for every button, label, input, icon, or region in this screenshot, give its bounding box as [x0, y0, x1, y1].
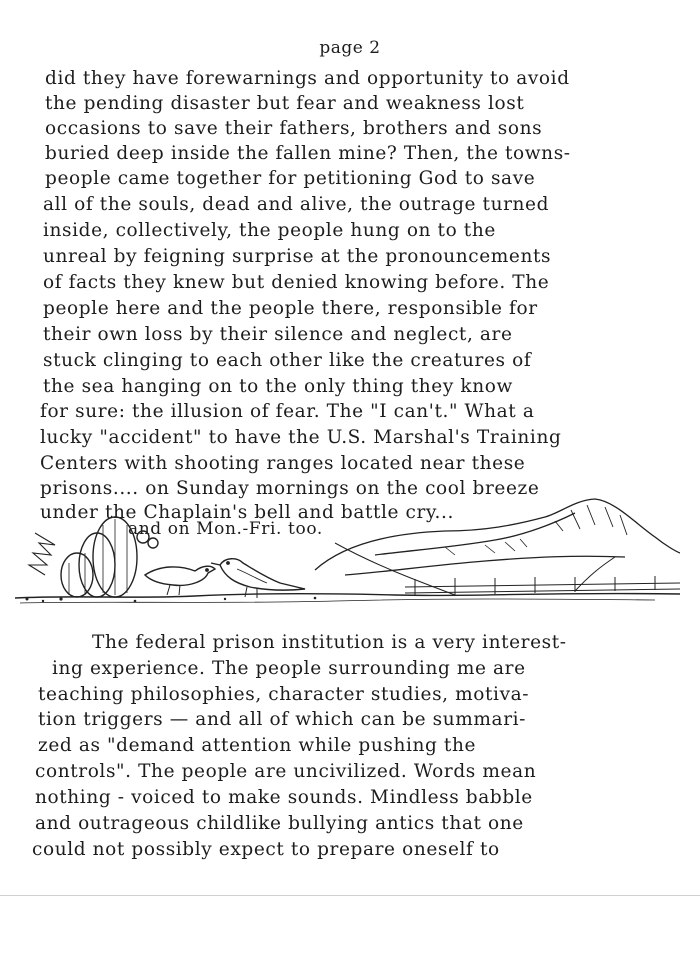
sun-burst	[29, 533, 55, 575]
text-line: their own loss by their silence and neglect, are	[43, 324, 513, 345]
text-line: controls". The people are uncivilized. Words mean	[35, 761, 537, 782]
text-line: could not possibly expect to prepare oneself to	[32, 839, 500, 860]
text-line: nothing - voiced to make sounds. Mindless babble	[35, 787, 533, 808]
text-line: teaching philosophies, character studies, motiva-	[38, 684, 530, 705]
text-line: unreal by feigning surprise at the pronouncements	[43, 246, 552, 267]
bird-left	[145, 566, 215, 595]
bird-right	[211, 559, 305, 598]
page-bottom-rule	[0, 895, 700, 896]
text-line: zed as "demand attention while pushing the	[38, 735, 477, 756]
text-line: the sea hanging on to the only thing they know	[43, 376, 513, 397]
text-line: stuck clinging to each other like the creatures of	[43, 350, 532, 371]
text-line: of facts they knew but denied knowing before. The	[43, 272, 550, 293]
illustration-caption: and on Mon.-Fri. too.	[128, 519, 323, 539]
text-line: all of the souls, dead and alive, the outrage turned	[43, 194, 550, 215]
text-line: occasions to save their fathers, brothers and sons	[45, 118, 543, 139]
text-line: prisons.... on Sunday mornings on the cool breeze	[40, 478, 540, 499]
text-line: Centers with shooting ranges located near these	[40, 453, 526, 474]
page-number: page 2	[319, 38, 381, 58]
text-line: inside, collectively, the people hung on to the	[43, 220, 496, 241]
cactus	[61, 517, 158, 597]
desert-birds-illustration	[15, 495, 680, 615]
text-line: the pending disaster but fear and weakness lost	[45, 93, 525, 114]
text-line: under the Chaplain's bell and battle cry...	[40, 502, 455, 523]
text-line: for sure: the illusion of fear. The "I can't." What a	[40, 401, 535, 422]
text-line: ing experience. The people surrounding me are	[52, 658, 526, 679]
diagonal-path	[335, 543, 615, 595]
text-line: and outrageous childlike bullying antics that one	[35, 813, 524, 834]
text-line: people came together for petitioning God to save	[45, 168, 536, 189]
text-line: The federal prison institution is a very interest-	[92, 632, 567, 653]
mountains	[315, 499, 680, 575]
text-line: buried deep inside the fallen mine? Then, the towns-	[45, 143, 571, 164]
text-line: did they have forewarnings and opportunity to avoid	[45, 68, 570, 89]
text-line: tion triggers — and all of which can be summari-	[38, 709, 527, 730]
text-line: people here and the people there, responsible for	[43, 298, 538, 319]
text-line: lucky "accident" to have the U.S. Marshal's Training	[40, 427, 562, 448]
